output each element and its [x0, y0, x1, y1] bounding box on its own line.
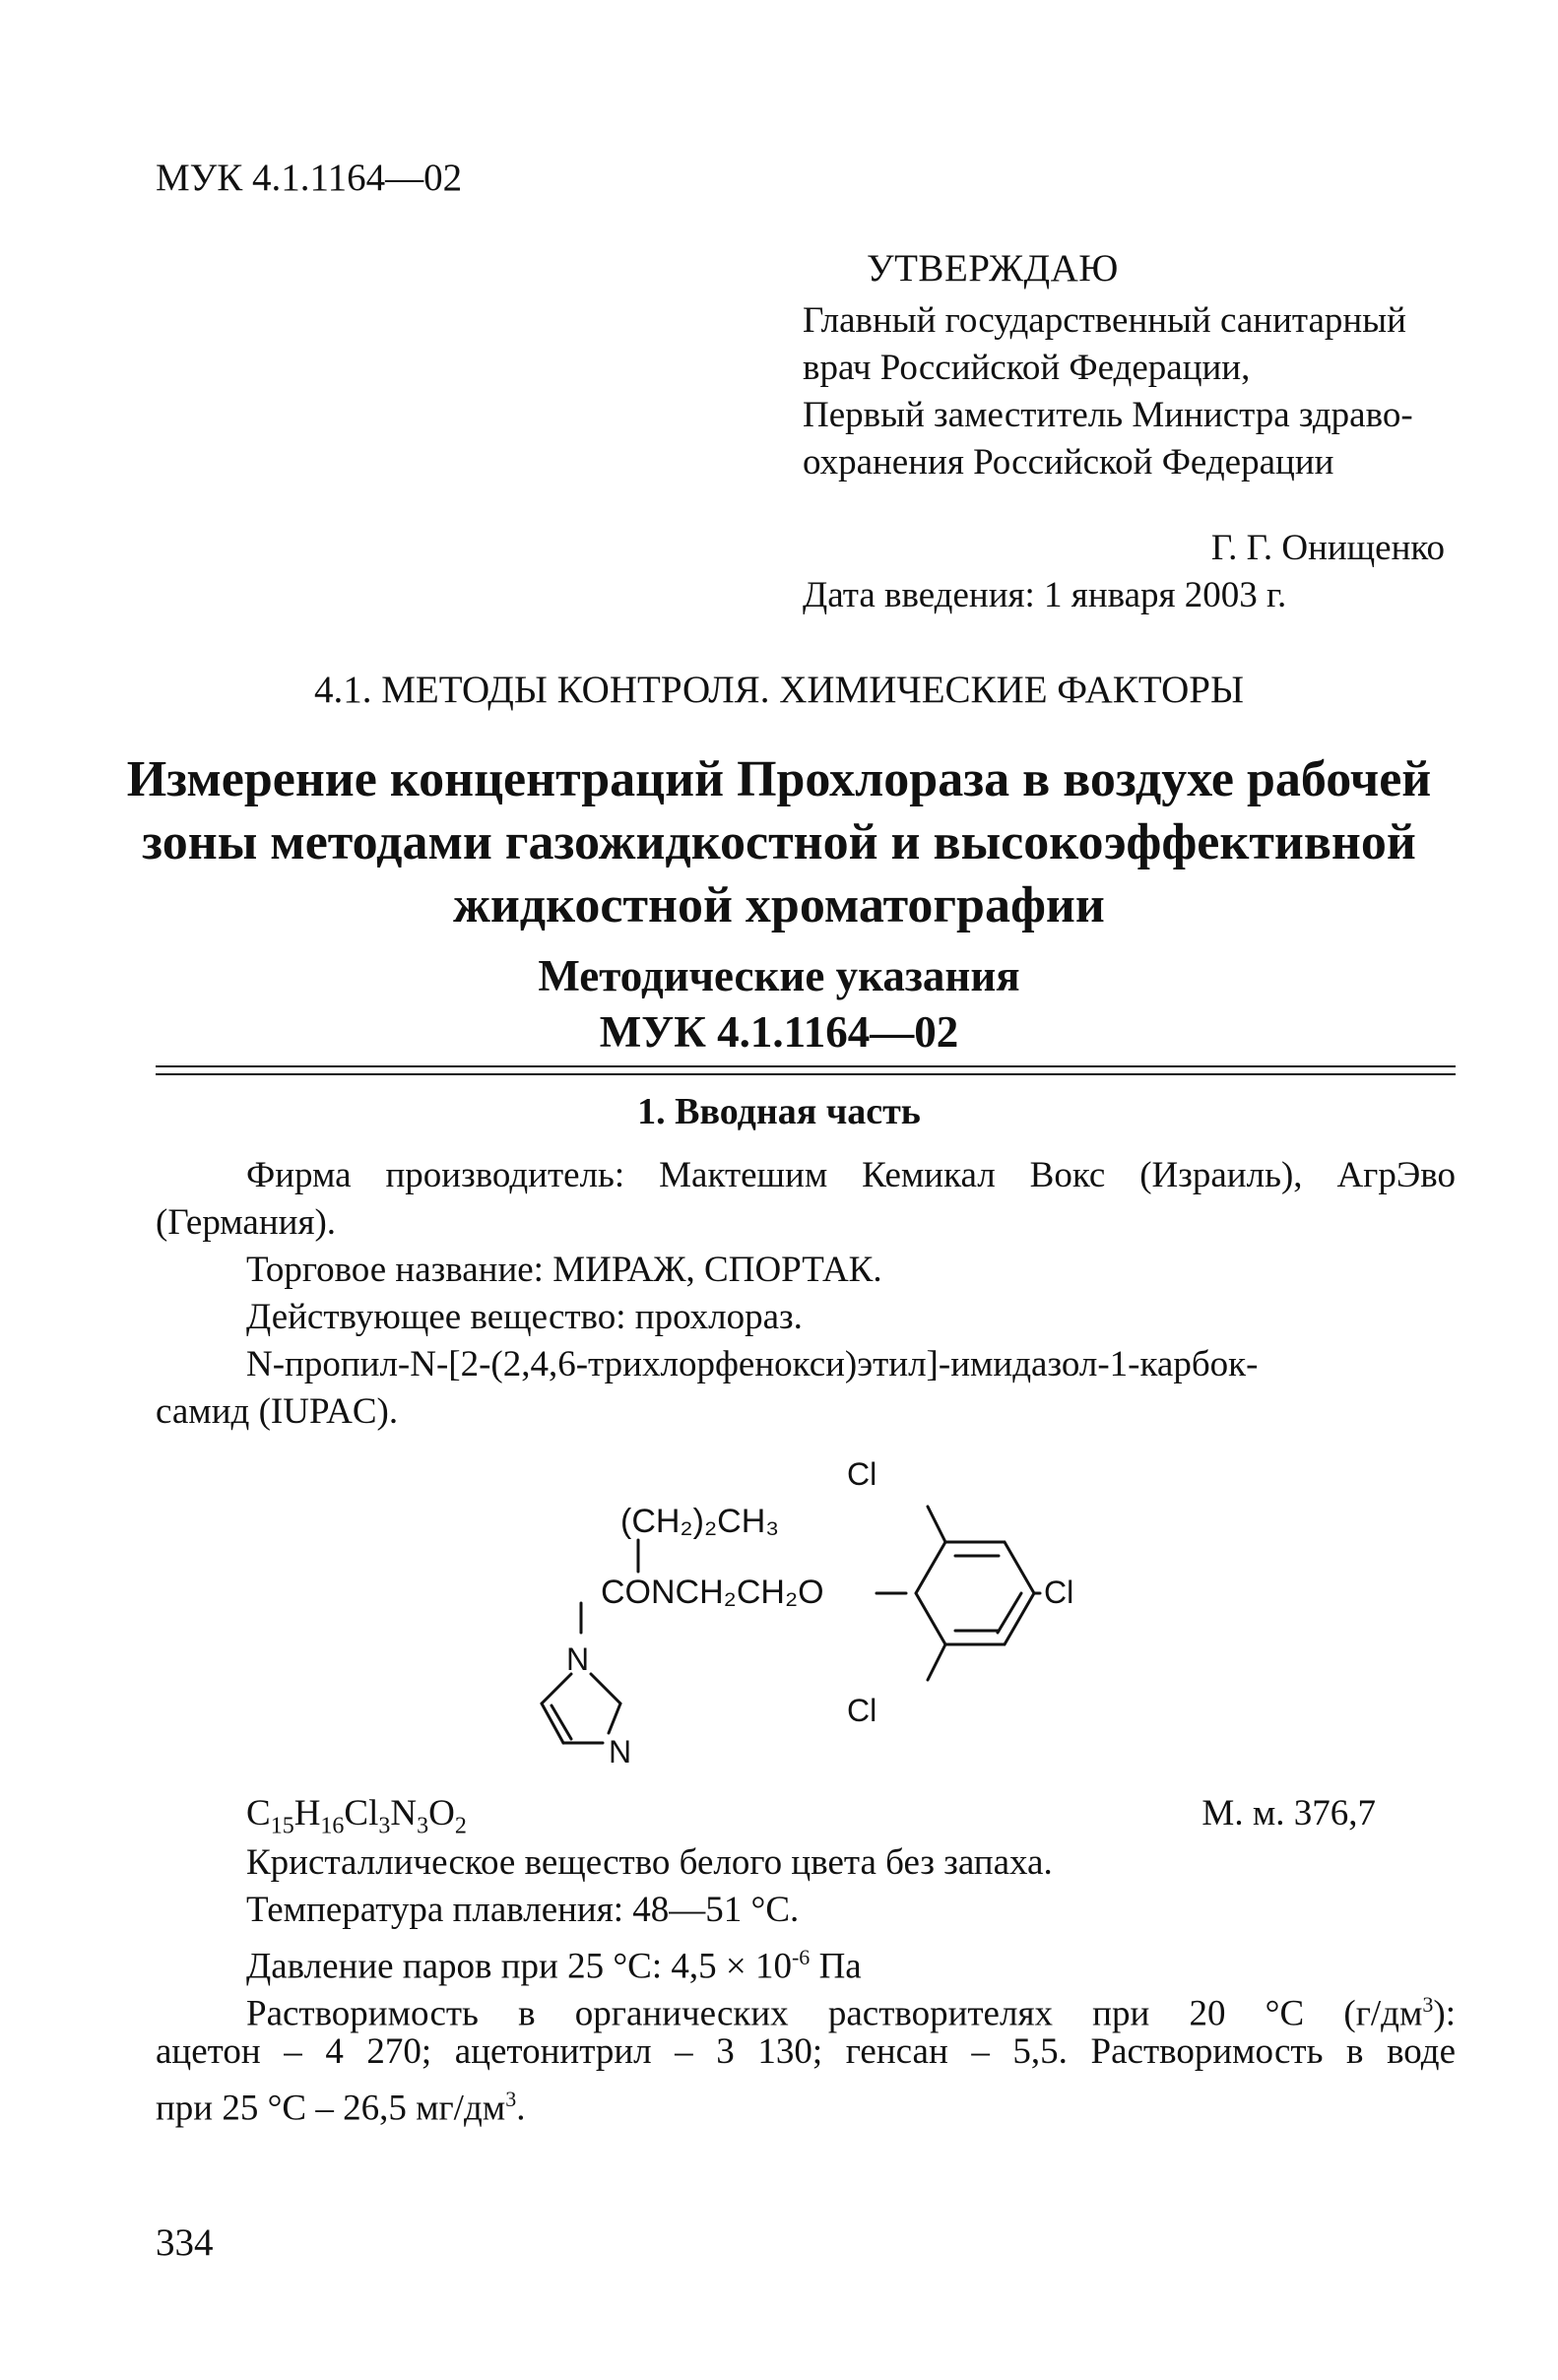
chain-label: CONCH₂CH₂O [601, 1574, 824, 1611]
bond-line [542, 1674, 571, 1704]
unit-exponent: 3 [1422, 1992, 1434, 2017]
imidazole-n2-label: N [609, 1734, 632, 1769]
bond-line [591, 1674, 620, 1704]
solubility-line [156, 2076, 525, 2132]
manufacturer-line: Фирма производитель: Мактешим Кемикал Вокс (Израиль), АгрЭво [246, 1155, 1456, 1195]
document-code: МУК 4.1.1164—02 [156, 157, 463, 199]
formula-element: H [293, 1793, 321, 1833]
imidazole-n1-label: N [566, 1641, 590, 1677]
approval-line: Главный государственный санитарный [803, 300, 1406, 341]
divider-rule [156, 1073, 1456, 1075]
section-header: 4.1. МЕТОДЫ КОНТРОЛЯ. ХИМИЧЕСКИЕ ФАКТОРЫ [314, 669, 1244, 711]
trade-name: Торговое название: МИРАЖ, СПОРТАК. [246, 1250, 882, 1290]
melting-point: Температура плавления: 48—51 °С. [246, 1890, 800, 1930]
page-number: 334 [156, 2221, 214, 2264]
description-line: Кристаллическое вещество белого цвета без запаха. [246, 1842, 1053, 1883]
iupac-name-line: самид (IUPAC). [156, 1391, 399, 1432]
chlorine-top-label: Cl [847, 1456, 877, 1492]
solubility-text: ): [1433, 1993, 1456, 2034]
side-chain-label: (CH₂)₂CH₃ [620, 1503, 780, 1540]
active-substance: Действующее вещество: прохлораз. [246, 1297, 803, 1337]
formula-count: 16 [320, 1813, 345, 1839]
manufacturer-line: (Германия). [156, 1202, 337, 1243]
approval-title: УТВЕРЖДАЮ [867, 247, 1119, 289]
approval-line: охранения Российской Федерации [803, 442, 1334, 482]
guide-label: Методические указания [538, 951, 1020, 1000]
chlorine-right-label: Cl [1044, 1575, 1074, 1610]
approval-line: врач Российской Федерации, [803, 348, 1251, 388]
molecular-weight: М. м. 376,7 [1201, 1793, 1376, 1833]
intro-heading: 1. Вводная часть [637, 1091, 921, 1132]
bond-line [609, 1704, 620, 1733]
formula-element: O [428, 1793, 455, 1833]
benzene-ring [916, 1542, 1034, 1644]
document-title: Измерение концентраций Прохлораза в воздухе рабочей зоны методами газожидкостной и высокоэффективной жидкостной хроматографии [126, 751, 1432, 933]
bond-line [928, 1644, 945, 1680]
chlorine-bottom-label: Cl [847, 1693, 877, 1728]
formula-element: C [246, 1793, 271, 1833]
solubility-line: ацетон – 4 270; ацетонитрил – 3 130; генсан – 5,5. Растворимость в воде [156, 2031, 1456, 2072]
formula-count: 3 [378, 1813, 391, 1839]
solubility-text: при 25 °С – 26,5 мг/дм [156, 2088, 506, 2129]
vapor-pressure-text: Давление паров при 25 °С: 4,5 × 10 [246, 1946, 792, 1987]
divider-rule [156, 1065, 1456, 1067]
formula-count: 15 [270, 1813, 294, 1839]
vapor-pressure-exponent: -6 [791, 1945, 811, 1969]
approval-date: Дата введения: 1 января 2003 г. [803, 575, 1287, 615]
approval-line: Первый заместитель Министра здраво- [803, 395, 1413, 435]
molecular-formula [246, 1792, 467, 1839]
bond-line [998, 1593, 1021, 1633]
bond-line [552, 1705, 571, 1739]
unit-exponent: 3 [505, 2087, 517, 2111]
solubility-text: . [516, 2088, 526, 2129]
formula-element: Cl [344, 1793, 379, 1833]
approval-signer: Г. Г. Онищенко [1210, 528, 1445, 568]
iupac-name-line: N-пропил-N-[2-(2,4,6-трихлорфенокси)этил]-имидазол-1-карбок- [246, 1344, 1259, 1384]
formula-count: 3 [417, 1813, 429, 1839]
formula-count: 2 [454, 1813, 467, 1839]
structural-formula [522, 1455, 1133, 1770]
formula-element: N [390, 1793, 418, 1833]
guide-code: МУК 4.1.1164—02 [599, 1007, 959, 1057]
bond-line [928, 1507, 945, 1542]
vapor-pressure-unit: Па [810, 1946, 862, 1987]
solubility-text: Растворимость в органических растворителях при 20 °С (г/дм [246, 1993, 1423, 2034]
